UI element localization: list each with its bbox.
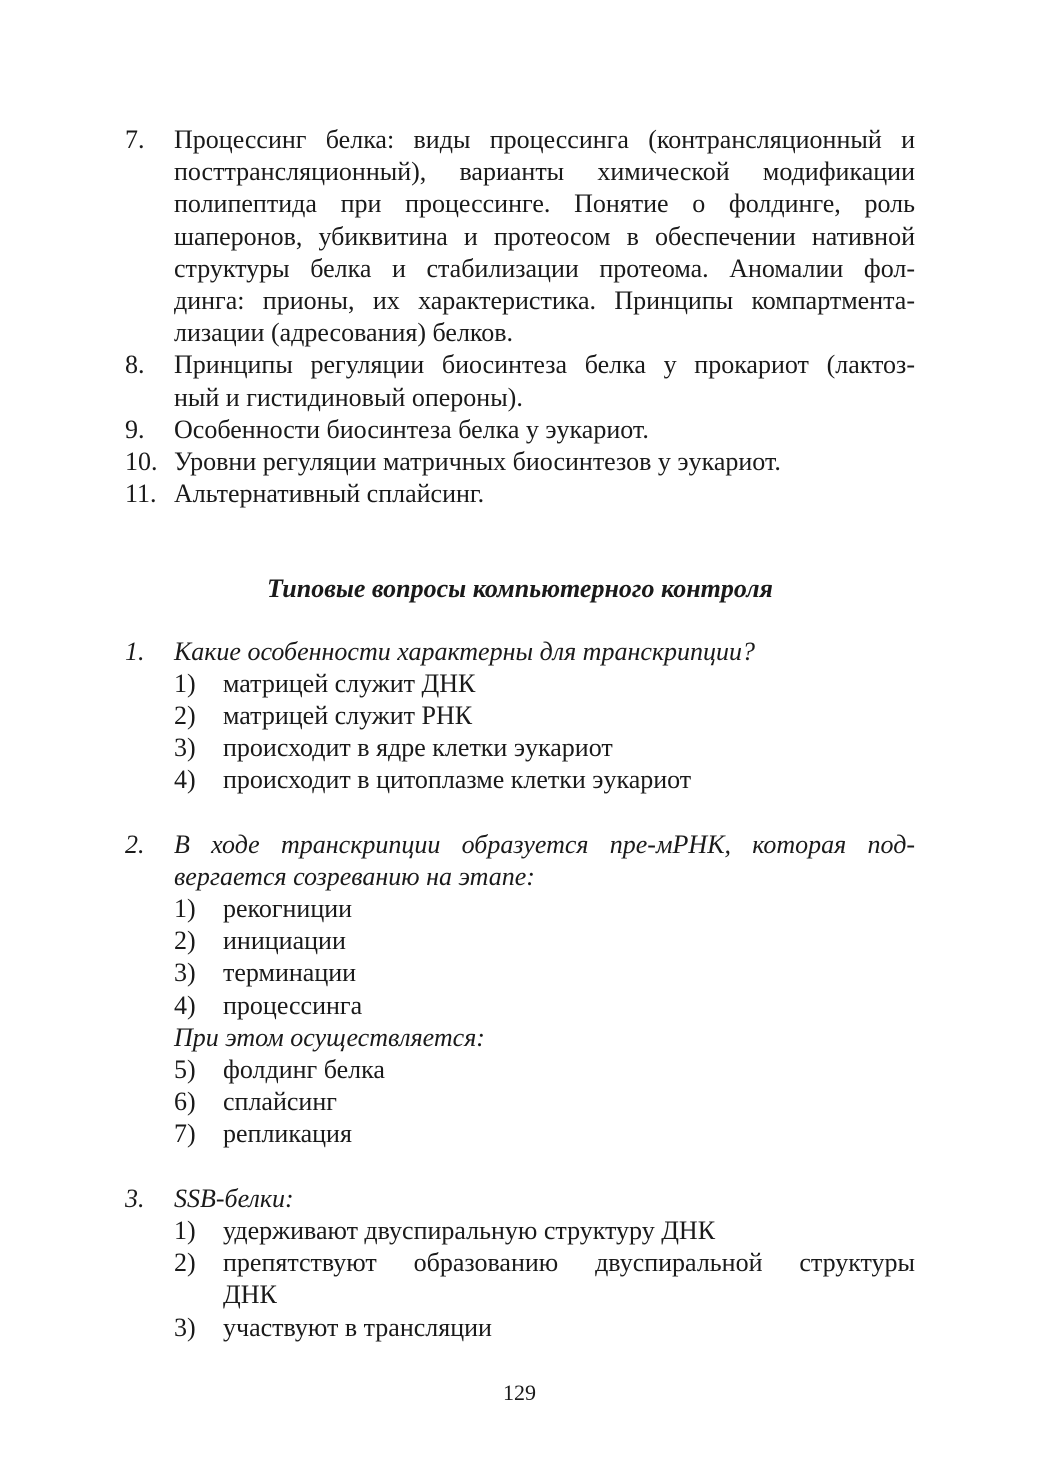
option-number: 3) [174,1312,196,1342]
question-number: 2. [125,829,145,859]
option-text: терминации [223,958,357,988]
list-item-number: 9. [125,414,145,444]
text-line: посттрансляционный), варианты химической модификации [174,157,915,187]
option-number: 4) [174,765,196,795]
option-text [223,1247,915,1311]
text-line: Альтернативный сплайсинг. [174,479,485,509]
option-text: происходит в цитоплазме клетки эукариот [223,765,692,795]
text-line: Какие особенности характерны для транскрипции? [174,636,756,666]
option-text: матрицей служит ДНК [223,668,476,698]
text-line: Процессинг белка: виды процессинга (контрансляционный и [174,125,915,154]
option-number: 1) [174,1215,196,1245]
list-item [125,414,915,446]
question-text [174,1183,915,1215]
option-number: 1) [174,894,196,924]
text-line: SSB-белки: [174,1183,294,1213]
answer-options [174,668,915,797]
numbered-list [125,124,915,510]
answer-options [174,893,915,1022]
page-content [125,124,915,1344]
option-number: 2) [174,926,196,956]
option-text: фолдинг белка [223,1055,385,1085]
answer-option [174,1054,915,1086]
option-number: 1) [174,668,196,698]
question [125,829,915,893]
list-item-number: 8. [125,350,145,380]
text-line: структуры белка и стабилизации протеома. Аномалии фол- [174,253,915,283]
list-item [125,124,915,349]
question-number: 1. [125,636,145,666]
text-line: препятствуют образованию двуспиральной структуры [223,1248,915,1278]
option-number: 7) [174,1119,196,1149]
option-text: сплайсинг [223,1087,337,1117]
text-line: ДНК [223,1280,277,1310]
option-text: участвуют в трансляции [223,1312,492,1342]
option-text: инициации [223,926,346,956]
list-item-text [174,414,915,446]
option-number: 5) [174,1055,196,1085]
answer-option [174,1247,915,1311]
list-item [125,478,915,510]
question-block [125,636,915,797]
answer-option [174,925,915,957]
answer-option [174,700,915,732]
list-item-text [174,349,915,413]
text-line: Принципы регуляции биосинтеза белка у прокариот (лактоз- [174,350,915,380]
option-number: 6) [174,1087,196,1117]
question-note: При этом осуществляется: [174,1022,485,1052]
text-line: Уровни регуляции матричных биосинтезов у эукариот. [174,447,781,477]
option-number: 4) [174,990,196,1020]
answer-options [174,1054,915,1151]
spacer [125,797,915,829]
text-line: шаперонов, убиквитина и протеосом в обеспечении нативной [174,221,915,251]
answer-option [174,1118,915,1150]
answer-option [174,1086,915,1118]
answer-option [174,893,915,925]
answer-option [174,732,915,764]
question [125,636,915,668]
question-text [174,636,915,668]
spacer [125,1151,915,1183]
option-text: репликация [223,1119,352,1149]
section-heading: Типовые вопросы компьютерного контроля [267,574,773,604]
answer-option [174,668,915,700]
page-number: 129 [503,1380,536,1405]
answer-option [174,1215,915,1247]
text-line: динга: прионы, их характеристика. Принципы компартмента- [174,286,915,316]
option-text: удерживают двуспиральную структуру ДНК [223,1215,716,1245]
list-item-number: 11. [125,479,157,509]
answer-option [174,990,915,1022]
text-line: ный и гистидиновый опероны). [174,382,523,412]
question-block [125,1183,915,1344]
option-number: 3) [174,733,196,763]
option-text: происходит в ядре клетки эукариот [223,733,613,763]
answer-option [174,1312,915,1344]
text-line: Особенности биосинтеза белка у эукариот. [174,414,649,444]
option-text: процессинга [223,990,363,1020]
question-text [174,829,915,893]
question-number: 3. [125,1183,145,1213]
list-item [125,349,915,413]
answer-option [174,957,915,989]
answer-option [174,764,915,796]
text-line: лизации (адресования) белков. [174,318,514,348]
question-block [125,829,915,1151]
option-number: 3) [174,958,196,988]
option-number: 2) [174,1248,196,1278]
list-item-text [174,478,915,510]
list-item-text [174,446,915,478]
option-text: рекогниции [223,894,353,924]
text-line: вергается созреванию на этапе: [174,861,535,891]
list-item-number: 10. [125,447,158,477]
question [125,1183,915,1215]
answer-options [174,1215,915,1344]
list-item-text [174,124,915,349]
text-line: В ходе транскрипции образуется пре-мРНК, которая под- [174,829,915,859]
option-text: матрицей служит РНК [223,701,473,731]
list-item [125,446,915,478]
option-number: 2) [174,701,196,731]
text-line: полипептида при процессинге. Понятие о фолдинге, роль [174,189,915,219]
list-item-number: 7. [125,125,145,154]
